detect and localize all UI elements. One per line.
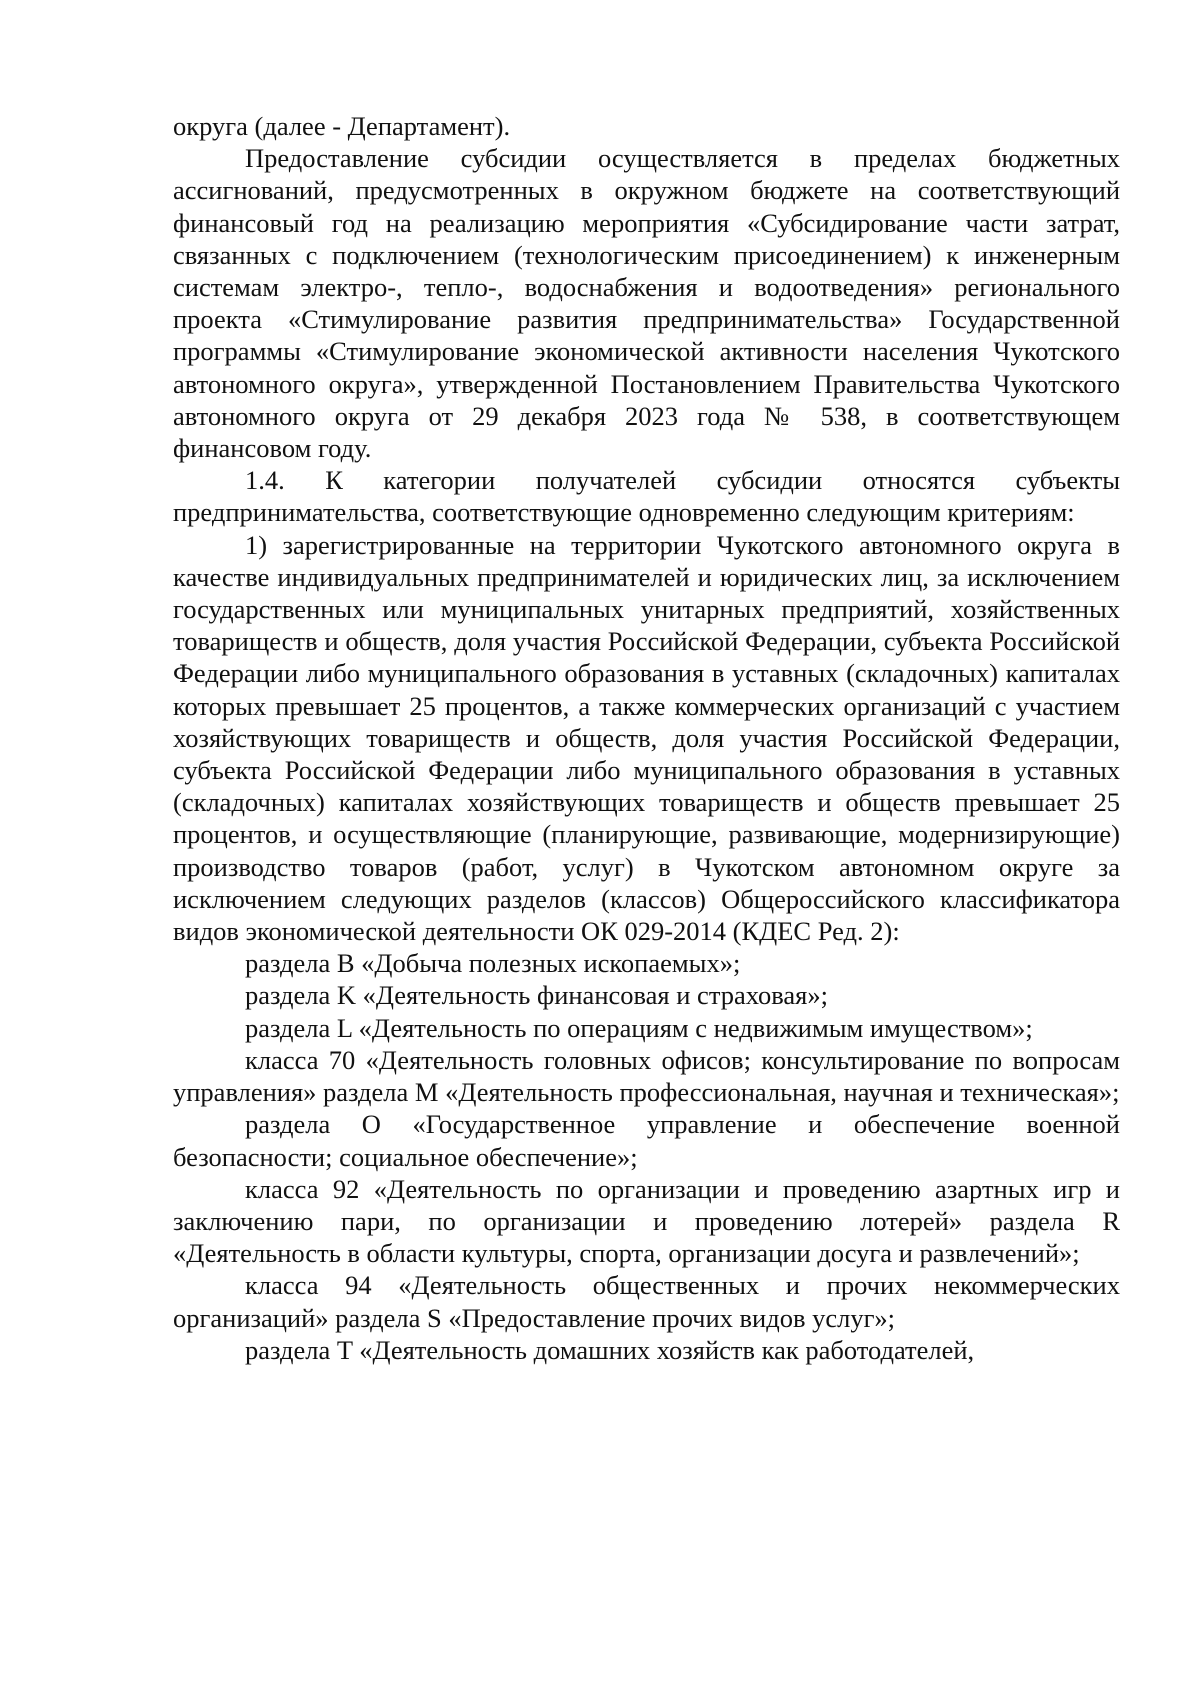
- paragraph-section-k: раздела K «Деятельность финансовая и страховая»;: [245, 980, 828, 1011]
- paragraph-class-94: класса 94 «Деятельность общественных и прочих некоммерческих организаций» раздела S «Предоставление прочих видов услуг»;: [173, 1270, 1120, 1333]
- paragraph-section-o: раздела O «Государственное управление и обеспечение военной безопасности; социальное обеспечение»;: [173, 1109, 1120, 1172]
- paragraph-subsidy-provision: Предоставление субсидии осуществляется в пределах бюджетных ассигнований, предусмотренных в окружном бюджете на соответствующий финансовый год на реализацию мероприятия «Субсидирование части затрат, связанных с подключением (технологическим присоединением) к инженерным системам электро-, тепло-, водоснабжения и водоотведения» регионального проекта «Стимулирование развития предпринимательства» Государственной программы «Стимулирование экономической активности населения Чукотского автономного округа», утвержденной Постановлением Правительства Чукотского автономного округа от 29 декабря 2023 года № 538, в соответствующем финансовом году.: [173, 143, 1120, 464]
- paragraph-criterion-1: 1) зарегистрированные на территории Чукотского автономного округа в качестве индивидуальных предпринимателей и юридических лиц, за исключением государственных или муниципальных унитарных предприятий, хозяйственных товариществ и обществ, доля участия Российской Федерации, субъекта Российской Федерации либо муниципального образования в уставных (складочных) капиталах которых превышает 25 процентов, а также коммерческих организаций с участием хозяйствующих товариществ и обществ, доля участия Российской Федерации, субъекта Российской Федерации либо муниципального образования в уставных (складочных) капиталах хозяйствующих товариществ и обществ превышает 25 процентов, и осуществляющие (планирующие, развивающие, модернизирующие) производство товаров (работ, услуг) в Чукотском автономном округе за исключением следующих разделов (классов) Общероссийского классификатора видов экономической деятельности ОК 029-2014 (КДЕС Ред. 2):: [173, 529, 1120, 947]
- paragraph-section-t: раздела T «Деятельность домашних хозяйств как работодателей,: [245, 1334, 975, 1365]
- paragraph-class-92: класса 92 «Деятельность по организации и проведению азартных игр и заключению пари, по организации и проведению лотерей» раздела R «Деятельность в области культуры, спорта, организации досуга и развлечений»;: [173, 1173, 1120, 1269]
- document-page: [173, 110, 1120, 1366]
- paragraph-section-b: раздела B «Добыча полезных ископаемых»;: [245, 948, 741, 979]
- paragraph-department-continuation: округа (далее - Департамент).: [173, 111, 511, 141]
- paragraph-1-4-recipients: 1.4. К категории получателей субсидии относятся субъекты предпринимательства, соответствующие одновременно следующим критериям:: [173, 465, 1120, 528]
- paragraph-section-l: раздела L «Деятельность по операциям с недвижимым имуществом»;: [245, 1012, 1033, 1043]
- paragraph-class-70: класса 70 «Деятельность головных офисов; консультирование по вопросам управления» раздела M «Деятельность профессиональная, научная и техническая»;: [173, 1044, 1120, 1108]
